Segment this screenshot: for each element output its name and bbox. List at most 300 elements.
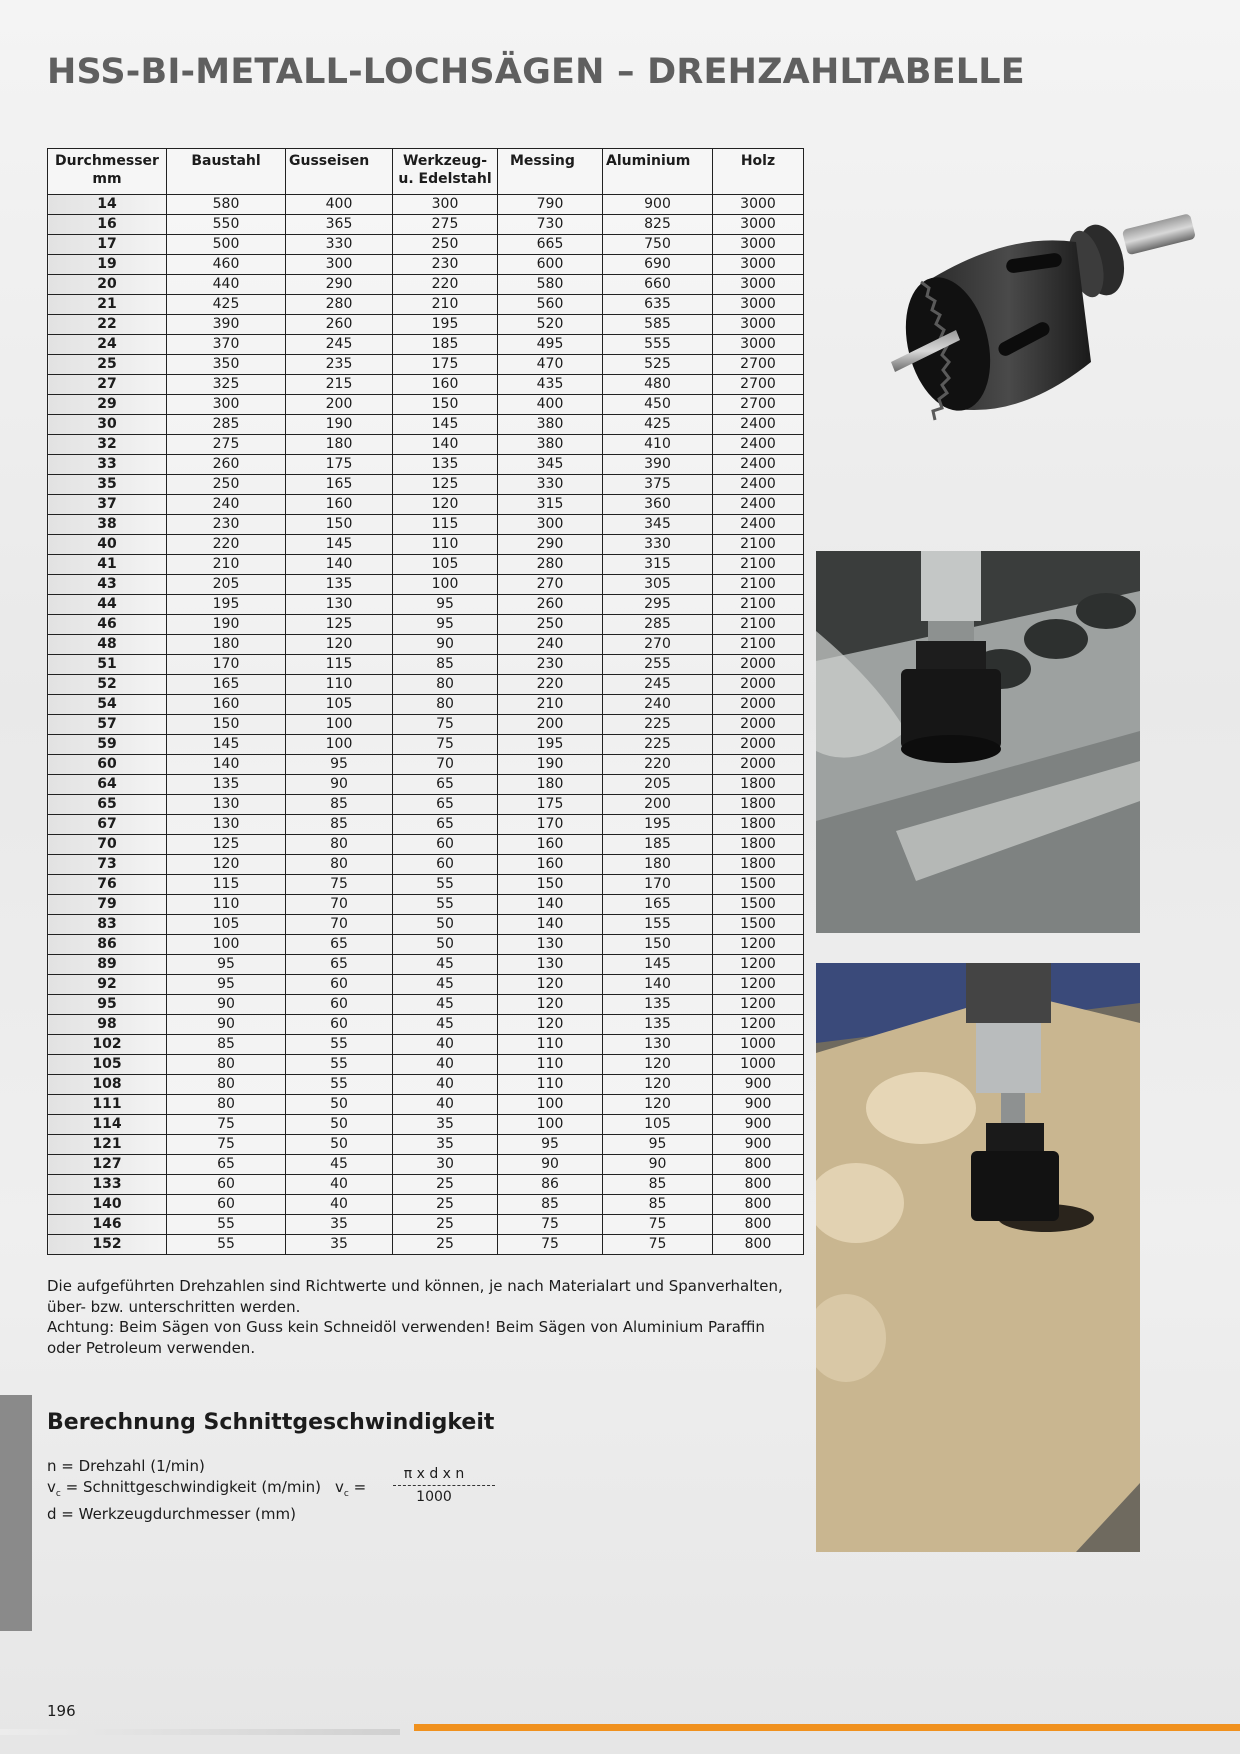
cell-gusseisen: 140 xyxy=(286,555,393,575)
cell-aluminium: 285 xyxy=(603,615,713,635)
cell-dia: 127 xyxy=(48,1155,167,1175)
cell-aluminium: 185 xyxy=(603,835,713,855)
cell-holz: 1800 xyxy=(713,775,804,795)
cell-dia: 76 xyxy=(48,875,167,895)
cell-dia: 64 xyxy=(48,775,167,795)
wood-drilling-illustration xyxy=(816,963,1140,1552)
cell-baustahl: 55 xyxy=(167,1215,286,1235)
cell-dia: 54 xyxy=(48,695,167,715)
cell-holz: 800 xyxy=(713,1195,804,1215)
cell-gusseisen: 110 xyxy=(286,675,393,695)
cell-holz: 1500 xyxy=(713,895,804,915)
cell-gusseisen: 80 xyxy=(286,855,393,875)
cell-messing: 315 xyxy=(498,495,603,515)
cell-aluminium: 585 xyxy=(603,315,713,335)
cell-messing: 180 xyxy=(498,775,603,795)
cell-aluminium: 120 xyxy=(603,1075,713,1095)
cell-baustahl: 135 xyxy=(167,775,286,795)
table-row xyxy=(48,615,804,635)
cell-baustahl: 300 xyxy=(167,395,286,415)
cell-aluminium: 255 xyxy=(603,655,713,675)
header-werkzeug-line2: u. Edelstahl xyxy=(398,171,492,187)
cell-aluminium: 155 xyxy=(603,915,713,935)
cell-baustahl: 325 xyxy=(167,375,286,395)
cell-werkzeug: 45 xyxy=(393,1015,498,1035)
cell-werkzeug: 45 xyxy=(393,975,498,995)
cell-messing: 560 xyxy=(498,295,603,315)
cell-gusseisen: 60 xyxy=(286,1015,393,1035)
table-row xyxy=(48,715,804,735)
cell-holz: 900 xyxy=(713,1095,804,1115)
cell-holz: 2000 xyxy=(713,735,804,755)
cell-baustahl: 140 xyxy=(167,755,286,775)
cell-aluminium: 555 xyxy=(603,335,713,355)
cell-gusseisen: 50 xyxy=(286,1135,393,1155)
cell-werkzeug: 115 xyxy=(393,515,498,535)
cell-werkzeug: 60 xyxy=(393,835,498,855)
cell-baustahl: 165 xyxy=(167,675,286,695)
cell-messing: 140 xyxy=(498,915,603,935)
cell-gusseisen: 400 xyxy=(286,195,393,215)
cell-dia: 48 xyxy=(48,635,167,655)
table-row xyxy=(48,575,804,595)
cell-dia: 57 xyxy=(48,715,167,735)
notes xyxy=(47,1276,797,1358)
cell-aluminium: 390 xyxy=(603,455,713,475)
cell-werkzeug: 175 xyxy=(393,355,498,375)
cell-messing: 190 xyxy=(498,755,603,775)
cell-baustahl: 145 xyxy=(167,735,286,755)
cell-aluminium: 195 xyxy=(603,815,713,835)
holesaw-illustration xyxy=(886,212,1204,462)
cell-aluminium: 525 xyxy=(603,355,713,375)
cell-messing: 95 xyxy=(498,1135,603,1155)
footer-orange-stripe xyxy=(414,1724,1240,1731)
cell-baustahl: 160 xyxy=(167,695,286,715)
formula-numerator: π x d x n xyxy=(403,1466,465,1482)
cell-gusseisen: 55 xyxy=(286,1055,393,1075)
table-row xyxy=(48,235,804,255)
cell-messing: 75 xyxy=(498,1235,603,1255)
cell-holz: 2100 xyxy=(713,635,804,655)
table-row xyxy=(48,475,804,495)
table-row xyxy=(48,195,804,215)
cell-dia: 37 xyxy=(48,495,167,515)
cell-aluminium: 120 xyxy=(603,1055,713,1075)
cell-messing: 250 xyxy=(498,615,603,635)
cell-gusseisen: 50 xyxy=(286,1115,393,1135)
cell-dia: 29 xyxy=(48,395,167,415)
cell-gusseisen: 280 xyxy=(286,295,393,315)
cell-aluminium: 375 xyxy=(603,475,713,495)
cell-aluminium: 450 xyxy=(603,395,713,415)
cell-dia: 22 xyxy=(48,315,167,335)
cell-werkzeug: 230 xyxy=(393,255,498,275)
cell-dia: 114 xyxy=(48,1115,167,1135)
cell-dia: 133 xyxy=(48,1175,167,1195)
cell-messing: 100 xyxy=(498,1115,603,1135)
cell-messing: 120 xyxy=(498,995,603,1015)
note-warning: Achtung: Beim Sägen von Guss kein Schneidöl verwenden! Beim Sägen von Aluminium Paraffin oder Petroleum verwenden. xyxy=(47,1318,765,1357)
table-row xyxy=(48,395,804,415)
cell-baustahl: 440 xyxy=(167,275,286,295)
cell-messing: 130 xyxy=(498,935,603,955)
cell-dia: 14 xyxy=(48,195,167,215)
cell-gusseisen: 330 xyxy=(286,235,393,255)
cell-gusseisen: 260 xyxy=(286,315,393,335)
cell-dia: 121 xyxy=(48,1135,167,1155)
cell-messing: 260 xyxy=(498,595,603,615)
cell-holz: 2000 xyxy=(713,675,804,695)
header-gusseisen: Gusseisen xyxy=(286,149,393,195)
cell-messing: 600 xyxy=(498,255,603,275)
cell-dia: 60 xyxy=(48,755,167,775)
page-number: 196 xyxy=(47,1702,76,1720)
cell-werkzeug: 35 xyxy=(393,1135,498,1155)
table-row xyxy=(48,375,804,395)
cell-gusseisen: 115 xyxy=(286,655,393,675)
cell-werkzeug: 30 xyxy=(393,1155,498,1175)
cell-werkzeug: 40 xyxy=(393,1075,498,1095)
cell-gusseisen: 80 xyxy=(286,835,393,855)
cell-holz: 1200 xyxy=(713,995,804,1015)
cell-dia: 79 xyxy=(48,895,167,915)
cell-gusseisen: 175 xyxy=(286,455,393,475)
cell-baustahl: 350 xyxy=(167,355,286,375)
definition-vc-v: v xyxy=(47,1477,56,1496)
cell-dia: 24 xyxy=(48,335,167,355)
cell-aluminium: 150 xyxy=(603,935,713,955)
table-row xyxy=(48,435,804,455)
cell-dia: 83 xyxy=(48,915,167,935)
cell-dia: 140 xyxy=(48,1195,167,1215)
cell-baustahl: 75 xyxy=(167,1115,286,1135)
cell-aluminium: 345 xyxy=(603,515,713,535)
cell-baustahl: 250 xyxy=(167,475,286,495)
header-diameter-line2: mm xyxy=(92,171,122,187)
table-row xyxy=(48,215,804,235)
cell-holz: 800 xyxy=(713,1155,804,1175)
cell-holz: 2100 xyxy=(713,595,804,615)
cell-holz: 2000 xyxy=(713,695,804,715)
table-row xyxy=(48,295,804,315)
cell-holz: 1000 xyxy=(713,1055,804,1075)
cell-aluminium: 95 xyxy=(603,1135,713,1155)
cell-baustahl: 75 xyxy=(167,1135,286,1155)
table-row xyxy=(48,455,804,475)
table-row xyxy=(48,255,804,275)
cell-aluminium: 75 xyxy=(603,1235,713,1255)
cell-werkzeug: 275 xyxy=(393,215,498,235)
table-row xyxy=(48,355,804,375)
cell-aluminium: 205 xyxy=(603,775,713,795)
cell-aluminium: 90 xyxy=(603,1155,713,1175)
cell-aluminium: 360 xyxy=(603,495,713,515)
cell-baustahl: 80 xyxy=(167,1055,286,1075)
formula-fraction xyxy=(393,1466,475,1505)
cell-messing: 220 xyxy=(498,675,603,695)
definition-vc xyxy=(47,1477,321,1505)
definition-d: d = Werkzeugdurchmesser (mm) xyxy=(47,1505,296,1523)
cell-aluminium: 315 xyxy=(603,555,713,575)
cell-gusseisen: 365 xyxy=(286,215,393,235)
cell-aluminium: 120 xyxy=(603,1095,713,1115)
cell-holz: 3000 xyxy=(713,275,804,295)
cell-baustahl: 220 xyxy=(167,535,286,555)
cell-werkzeug: 250 xyxy=(393,235,498,255)
cell-gusseisen: 190 xyxy=(286,415,393,435)
cell-messing: 130 xyxy=(498,955,603,975)
cell-baustahl: 170 xyxy=(167,655,286,675)
cell-werkzeug: 80 xyxy=(393,695,498,715)
cell-dia: 102 xyxy=(48,1035,167,1055)
cell-baustahl: 65 xyxy=(167,1155,286,1175)
cell-gusseisen: 65 xyxy=(286,935,393,955)
cell-baustahl: 205 xyxy=(167,575,286,595)
cell-holz: 2000 xyxy=(713,715,804,735)
cell-gusseisen: 135 xyxy=(286,575,393,595)
formula-lhs-sub: c xyxy=(343,1489,349,1499)
cell-aluminium: 245 xyxy=(603,675,713,695)
cell-gusseisen: 200 xyxy=(286,395,393,415)
cell-holz: 1200 xyxy=(713,955,804,975)
page-title: HSS-BI-METALL-LOCHSÄGEN – DREHZAHLTABELLE xyxy=(47,52,1025,92)
cell-messing: 170 xyxy=(498,815,603,835)
cell-baustahl: 390 xyxy=(167,315,286,335)
cell-gusseisen: 35 xyxy=(286,1215,393,1235)
cell-gusseisen: 290 xyxy=(286,275,393,295)
cell-baustahl: 120 xyxy=(167,855,286,875)
cell-aluminium: 295 xyxy=(603,595,713,615)
cell-werkzeug: 85 xyxy=(393,655,498,675)
cell-holz: 3000 xyxy=(713,235,804,255)
cell-dia: 98 xyxy=(48,1015,167,1035)
cell-gusseisen: 90 xyxy=(286,775,393,795)
cell-werkzeug: 50 xyxy=(393,915,498,935)
cell-messing: 345 xyxy=(498,455,603,475)
cell-baustahl: 85 xyxy=(167,1035,286,1055)
cell-dia: 44 xyxy=(48,595,167,615)
cell-dia: 32 xyxy=(48,435,167,455)
cell-baustahl: 95 xyxy=(167,955,286,975)
cell-werkzeug: 25 xyxy=(393,1215,498,1235)
cell-messing: 86 xyxy=(498,1175,603,1195)
cell-holz: 800 xyxy=(713,1235,804,1255)
rpm-table xyxy=(47,148,804,1255)
cell-gusseisen: 100 xyxy=(286,735,393,755)
cell-holz: 900 xyxy=(713,1115,804,1135)
cell-dia: 20 xyxy=(48,275,167,295)
cell-werkzeug: 160 xyxy=(393,375,498,395)
cell-holz: 1500 xyxy=(713,875,804,895)
cell-messing: 380 xyxy=(498,415,603,435)
definition-vc-sub: c xyxy=(55,1488,61,1499)
formula-fraction-bar xyxy=(393,1485,495,1486)
cell-aluminium: 105 xyxy=(603,1115,713,1135)
cell-dia: 25 xyxy=(48,355,167,375)
cell-gusseisen: 50 xyxy=(286,1095,393,1115)
cell-dia: 52 xyxy=(48,675,167,695)
cell-gusseisen: 180 xyxy=(286,435,393,455)
cell-gusseisen: 165 xyxy=(286,475,393,495)
cell-messing: 100 xyxy=(498,1095,603,1115)
table-row xyxy=(48,1075,804,1095)
cell-dia: 146 xyxy=(48,1215,167,1235)
table-row xyxy=(48,1235,804,1255)
cell-gusseisen: 105 xyxy=(286,695,393,715)
cell-werkzeug: 100 xyxy=(393,575,498,595)
cell-baustahl: 500 xyxy=(167,235,286,255)
cell-werkzeug: 65 xyxy=(393,775,498,795)
cell-messing: 580 xyxy=(498,275,603,295)
cell-dia: 59 xyxy=(48,735,167,755)
cell-aluminium: 900 xyxy=(603,195,713,215)
cell-werkzeug: 210 xyxy=(393,295,498,315)
cell-baustahl: 210 xyxy=(167,555,286,575)
cell-messing: 240 xyxy=(498,635,603,655)
cell-gusseisen: 120 xyxy=(286,635,393,655)
cell-gusseisen: 70 xyxy=(286,915,393,935)
cell-gusseisen: 55 xyxy=(286,1035,393,1055)
cell-messing: 110 xyxy=(498,1075,603,1095)
cell-werkzeug: 120 xyxy=(393,495,498,515)
header-werkzeug xyxy=(393,149,498,195)
cell-messing: 85 xyxy=(498,1195,603,1215)
cell-gusseisen: 300 xyxy=(286,255,393,275)
cell-messing: 400 xyxy=(498,395,603,415)
table-row xyxy=(48,855,804,875)
cell-messing: 270 xyxy=(498,575,603,595)
cell-holz: 800 xyxy=(713,1215,804,1235)
cell-gusseisen: 65 xyxy=(286,955,393,975)
definition-n: n = Drehzahl (1/min) xyxy=(47,1457,205,1475)
cell-messing: 160 xyxy=(498,835,603,855)
header-baustahl: Baustahl xyxy=(167,149,286,195)
cell-aluminium: 750 xyxy=(603,235,713,255)
cell-gusseisen: 100 xyxy=(286,715,393,735)
cell-aluminium: 305 xyxy=(603,575,713,595)
cell-werkzeug: 25 xyxy=(393,1175,498,1195)
table-row xyxy=(48,675,804,695)
cell-werkzeug: 55 xyxy=(393,895,498,915)
cell-aluminium: 75 xyxy=(603,1215,713,1235)
cell-dia: 17 xyxy=(48,235,167,255)
cell-messing: 75 xyxy=(498,1215,603,1235)
cell-holz: 1800 xyxy=(713,815,804,835)
cell-baustahl: 60 xyxy=(167,1175,286,1195)
cell-dia: 35 xyxy=(48,475,167,495)
table-row xyxy=(48,1155,804,1175)
cell-dia: 38 xyxy=(48,515,167,535)
cell-aluminium: 270 xyxy=(603,635,713,655)
cell-dia: 108 xyxy=(48,1075,167,1095)
cell-holz: 2700 xyxy=(713,355,804,375)
metal-drilling-photo xyxy=(816,551,1140,933)
side-tab-bar xyxy=(0,1395,32,1631)
cell-holz: 2700 xyxy=(713,395,804,415)
cell-messing: 470 xyxy=(498,355,603,375)
table-row xyxy=(48,1175,804,1195)
cell-holz: 1200 xyxy=(713,935,804,955)
cell-werkzeug: 25 xyxy=(393,1235,498,1255)
cell-baustahl: 425 xyxy=(167,295,286,315)
table-row xyxy=(48,415,804,435)
cell-werkzeug: 150 xyxy=(393,395,498,415)
cell-gusseisen: 235 xyxy=(286,355,393,375)
cell-holz: 1000 xyxy=(713,1035,804,1055)
header-diameter xyxy=(48,149,167,195)
cell-messing: 665 xyxy=(498,235,603,255)
cell-messing: 290 xyxy=(498,535,603,555)
cell-werkzeug: 135 xyxy=(393,455,498,475)
cell-holz: 3000 xyxy=(713,215,804,235)
cell-dia: 67 xyxy=(48,815,167,835)
cell-holz: 2400 xyxy=(713,495,804,515)
cell-dia: 41 xyxy=(48,555,167,575)
cell-baustahl: 80 xyxy=(167,1075,286,1095)
cell-dia: 43 xyxy=(48,575,167,595)
cell-holz: 2100 xyxy=(713,615,804,635)
cell-aluminium: 410 xyxy=(603,435,713,455)
cell-holz: 2000 xyxy=(713,755,804,775)
table-row xyxy=(48,1035,804,1055)
footer-grey-stripe xyxy=(0,1729,400,1735)
cell-gusseisen: 95 xyxy=(286,755,393,775)
cell-dia: 111 xyxy=(48,1095,167,1115)
cell-dia: 19 xyxy=(48,255,167,275)
cell-dia: 21 xyxy=(48,295,167,315)
cell-messing: 435 xyxy=(498,375,603,395)
table-row xyxy=(48,755,804,775)
cell-baustahl: 90 xyxy=(167,995,286,1015)
cell-aluminium: 130 xyxy=(603,1035,713,1055)
cell-holz: 3000 xyxy=(713,295,804,315)
calculation-heading: Berechnung Schnittgeschwindigkeit xyxy=(47,1410,495,1435)
cell-holz: 1800 xyxy=(713,855,804,875)
cell-gusseisen: 245 xyxy=(286,335,393,355)
cell-dia: 16 xyxy=(48,215,167,235)
cell-messing: 160 xyxy=(498,855,603,875)
table-row xyxy=(48,795,804,815)
cell-gusseisen: 215 xyxy=(286,375,393,395)
cell-messing: 210 xyxy=(498,695,603,715)
cell-aluminium: 135 xyxy=(603,1015,713,1035)
cell-werkzeug: 70 xyxy=(393,755,498,775)
cell-dia: 95 xyxy=(48,995,167,1015)
cell-werkzeug: 25 xyxy=(393,1195,498,1215)
cell-baustahl: 130 xyxy=(167,795,286,815)
cell-holz: 2400 xyxy=(713,475,804,495)
cell-aluminium: 180 xyxy=(603,855,713,875)
table-row xyxy=(48,955,804,975)
cell-messing: 195 xyxy=(498,735,603,755)
cell-gusseisen: 150 xyxy=(286,515,393,535)
cell-baustahl: 90 xyxy=(167,1015,286,1035)
cell-dia: 40 xyxy=(48,535,167,555)
cell-werkzeug: 75 xyxy=(393,735,498,755)
cell-baustahl: 80 xyxy=(167,1095,286,1115)
formula-lhs-v: v xyxy=(335,1478,344,1496)
cell-messing: 120 xyxy=(498,975,603,995)
cell-aluminium: 85 xyxy=(603,1175,713,1195)
cell-gusseisen: 60 xyxy=(286,975,393,995)
cell-werkzeug: 105 xyxy=(393,555,498,575)
cell-aluminium: 425 xyxy=(603,415,713,435)
cell-holz: 2400 xyxy=(713,455,804,475)
cell-baustahl: 230 xyxy=(167,515,286,535)
cell-holz: 2000 xyxy=(713,655,804,675)
cell-gusseisen: 160 xyxy=(286,495,393,515)
